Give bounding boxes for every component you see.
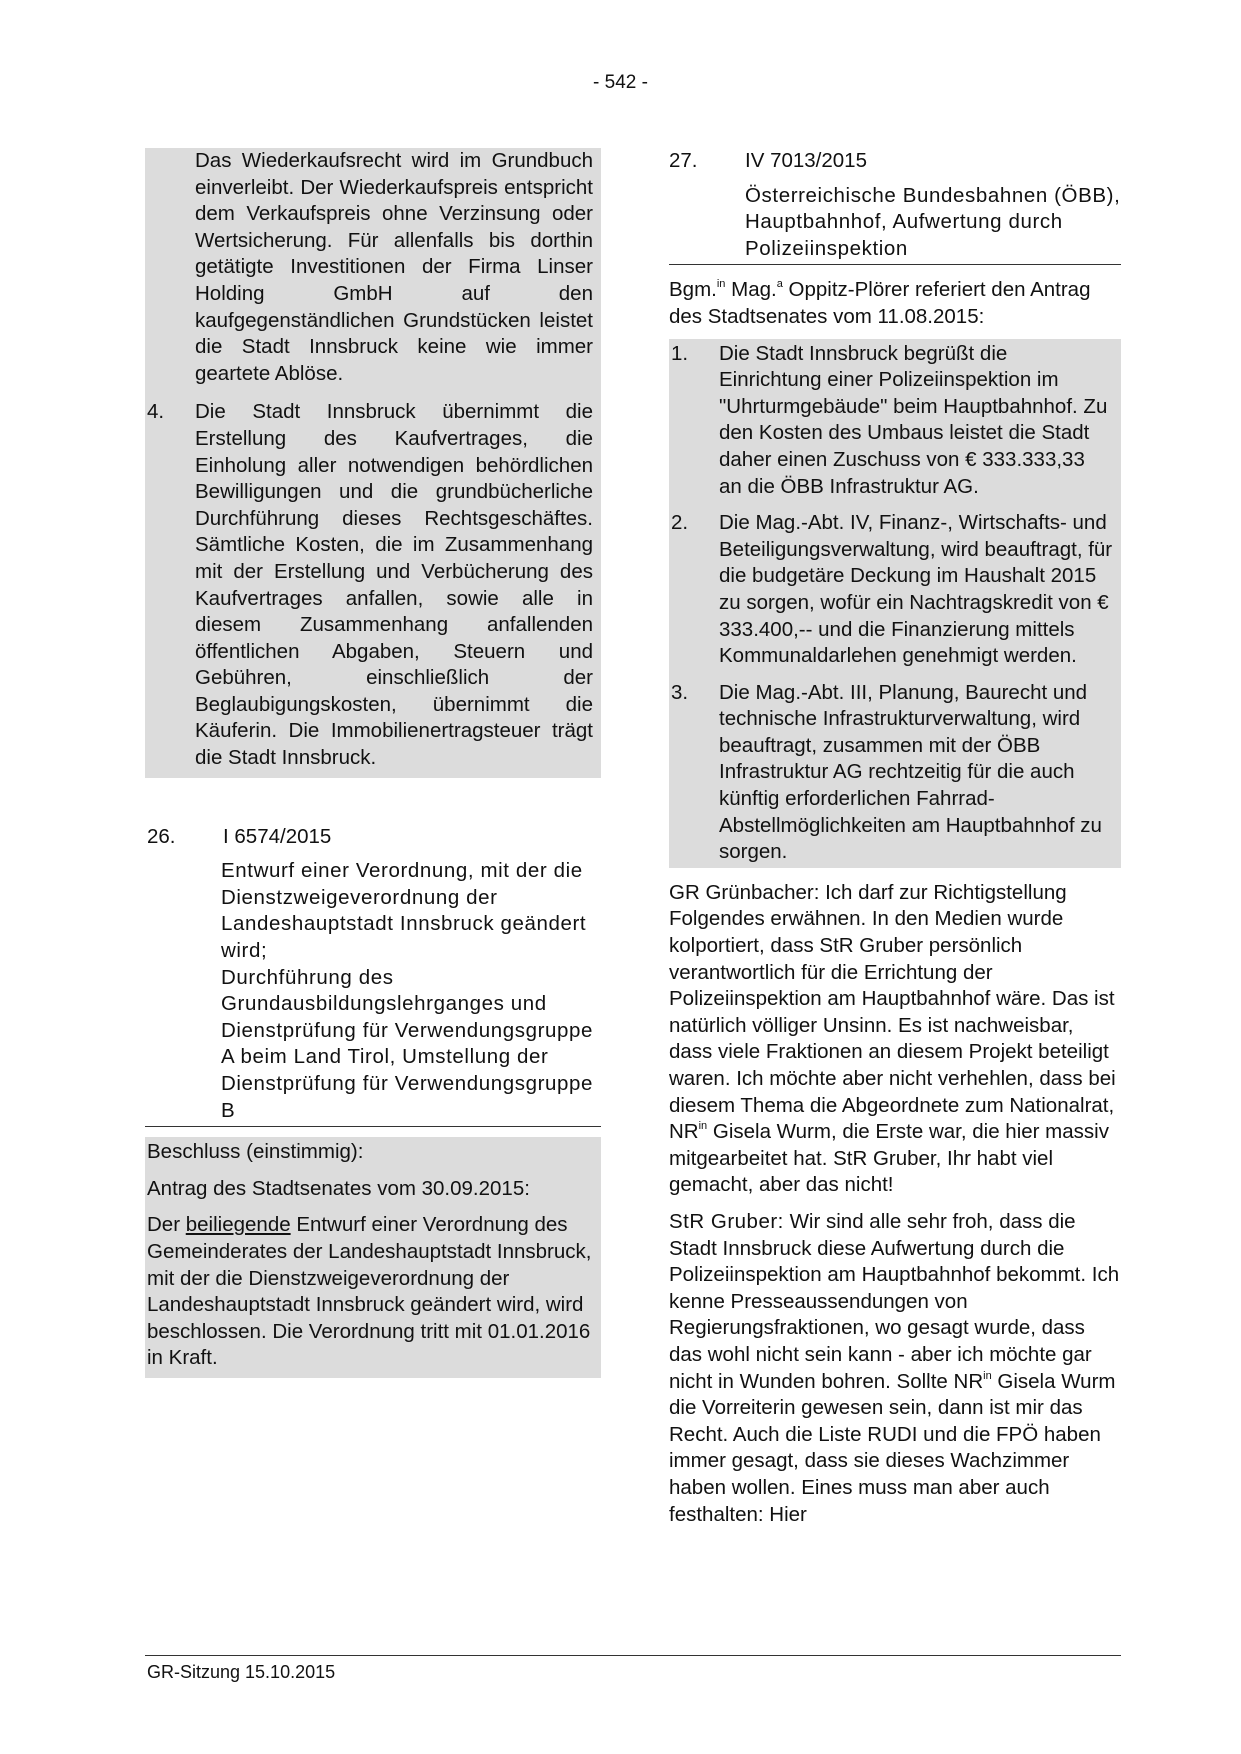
agenda-title-line-2: Durchführung des Grundausbildungslehrganges und Dienstprüfung für Verwendungsgruppe A beim Land Tirol, Umstellung der Dienstprüfung für Verwendungsgruppe B (221, 965, 594, 1122)
speaker-name: StR Gruber: (669, 1209, 784, 1233)
decision-underlined-word: beiliegende (185, 1213, 291, 1237)
agenda-item-26-title (145, 858, 601, 1127)
footer-session-date: GR-Sitzung 15.10.2015 (147, 1662, 336, 1682)
agenda-reference: IV 7013/2015 (745, 149, 867, 172)
speech-text: GR Grünbacher: Ich darf zur Richtigstellung Folgendes erwähnen. In den Medien wurde kolportiert, dass StR Gruber persönlich verantwortlich für die Errichtung der Polizeiinspektion am Hauptbahnhof wäre. Das ist natürlich völliger Unsinn. Es ist nachweisbar, dass viele Fraktionen an diesem Projekt beteiligt waren. Ich möchte aber nicht verhehlen, dass bei diesem Thema die Abgeordnete zum Nationalrat, NR (669, 880, 1116, 1144)
list-item-text: Die Stadt Innsbruck begrüßt die Einrichtung einer Polizeiinspektion im "Uhrturmgebäude" beim Hauptbahnhof. Zu den Kosten des Umbaus leistet die Stadt daher einen Zuschuss von € 333.333,33 an die ÖBB Infrastruktur AG. (719, 341, 1108, 498)
superscript-in: in (983, 1369, 992, 1382)
intro-superscript-a: a (776, 278, 783, 291)
intro-title-mag: Mag. (731, 278, 777, 302)
decision-motion: Antrag des Stadtsenates vom 30.09.2015: (147, 1176, 530, 1200)
continuation-paragraph: Das Wiederkaufsrecht wird im Grundbuch einverleibt. Der Wiederkaufspreis entspricht dem Verkaufspreis ohne Verzinsung oder Wertsicherung. Für allenfalls bis dorthin getätigte Investitionen der Firma Linser Holding GmbH auf den kaufgegenständlichen Grundstücken leistet die Stadt Innsbruck keine wie immer geartete Ablöse. (195, 149, 593, 385)
list-item-number: 3. (671, 680, 689, 704)
intro-text: Oppitz-Plörer referiert den Antrag des Stadtsenates vom 11.08.2015: (669, 278, 1091, 328)
speech-text-continued: Gisela Wurm die Vorreiterin gewesen sein, dann ist mir das Recht. Auch die Liste RUDI und die FPÖ haben immer gesagt, dass sie dieses Wachzimmer haben wollen. Eines muss man aber auch festhalten: Hier (669, 1369, 1116, 1526)
agenda-item-27-header (669, 148, 1121, 175)
motion-item-2 (669, 510, 1113, 670)
intro-title-bgm: Bgm. (669, 278, 717, 302)
decision-text (147, 1212, 593, 1372)
speech-gruenbacher (669, 880, 1121, 1199)
decision-block (145, 1137, 601, 1378)
resolution-continuation-block (145, 148, 601, 778)
list-item-text: Die Mag.-Abt. IV, Finanz-, Wirtschafts- und Beteiligungsverwaltung, wird beauftragt, für die budgetäre Deckung im Haushalt 2015 zu sorgen, wofür ein Nachtragskredit von € 333.400,-- und die Finanzierung mittels Kommunaldarlehen genehmigt werden. (719, 511, 1113, 668)
speech-gruber (669, 1209, 1121, 1528)
agenda-item-26-header (145, 824, 601, 851)
motion-item-1 (669, 341, 1113, 501)
left-column (145, 148, 601, 1378)
list-item-number: 2. (671, 511, 689, 535)
decision-text-start: Der (147, 1213, 181, 1237)
agenda-reference: I 6574/2015 (223, 824, 332, 848)
agenda-title: Österreichische Bundesbahnen (ÖBB), Hauptbahnhof, Aufwertung durch Polizeiinspektion (745, 183, 1121, 260)
agenda-title-line-1: Entwurf einer Verordnung, mit der die Dienstzweigeverordnung der Landeshauptstadt Innsbruck geändert wird; (221, 859, 587, 963)
motion-intro (669, 277, 1121, 330)
list-item-4 (145, 399, 593, 771)
list-item-text: Die Stadt Innsbruck übernimmt die Erstellung des Kaufvertrages, die Einholung aller notwendigen behördlichen Bewilligungen und die grundbücherliche Durchführung dieses Rechtsgeschäftes. Sämtliche Kosten, die im Zusammenhang mit der Erstellung und Verbücherung des Kaufvertrages anfallen, sowie alle in diesem Zusammenhang anfallenden öffentlichen Abgaben, Steuern und Gebühren, einschließlich der Beglaubigungskosten, übernimmt die Käuferin. Die Immobilienertragsteuer trägt die Stadt Innsbruck. (195, 400, 593, 770)
right-column (669, 148, 1121, 1528)
motion-item-3 (669, 680, 1113, 866)
list-item-number: 4. (147, 400, 165, 424)
footer-divider (145, 1655, 1121, 1656)
agenda-number: 26. (147, 824, 176, 848)
superscript-in: in (698, 1120, 708, 1133)
list-item-number: 1. (671, 341, 689, 365)
speech-text-continued: Gisela Wurm, die Erste war, die hier massiv mitgearbeitet hat. StR Gruber, Ihr habt viel gemacht, aber das nicht! (669, 1120, 1109, 1197)
decision-text-rest: Entwurf einer Verordnung des Gemeinderates der Landeshauptstadt Innsbruck, mit der die Dienstzweigeverordnung der Landeshauptstadt Innsbruck geändert wird, wird beschlossen. Die Verordnung tritt mit 01.01.2016 in Kraft. (147, 1213, 592, 1370)
motion-items-block (669, 339, 1121, 868)
page-number: - 542 - (593, 72, 648, 93)
speech-text: Wir sind alle sehr froh, dass die Stadt Innsbruck diese Aufwertung durch die Polizeiinspektion am Hauptbahnhof bekommt. Ich kenne Presseaussendungen von Regierungsfraktionen, wo gesagt wurde, dass das wohl nicht sein kann - aber ich möchte gar nicht in Wunden bohren. Sollte NR (669, 1209, 1120, 1393)
agenda-number: 27. (669, 149, 698, 172)
list-item-text: Die Mag.-Abt. III, Planung, Baurecht und technische Infrastrukturverwaltung, wird beauftragt, zusammen mit der ÖBB Infrastruktur AG rechtzeitig für die auch künftig erforderlichen Fahrrad-Abstellmöglichkeiten am Hauptbahnhof zu sorgen. (719, 680, 1102, 864)
intro-superscript-in: in (716, 278, 726, 291)
decision-heading: Beschluss (einstimmig): (147, 1140, 364, 1164)
agenda-item-27-title (669, 183, 1121, 266)
